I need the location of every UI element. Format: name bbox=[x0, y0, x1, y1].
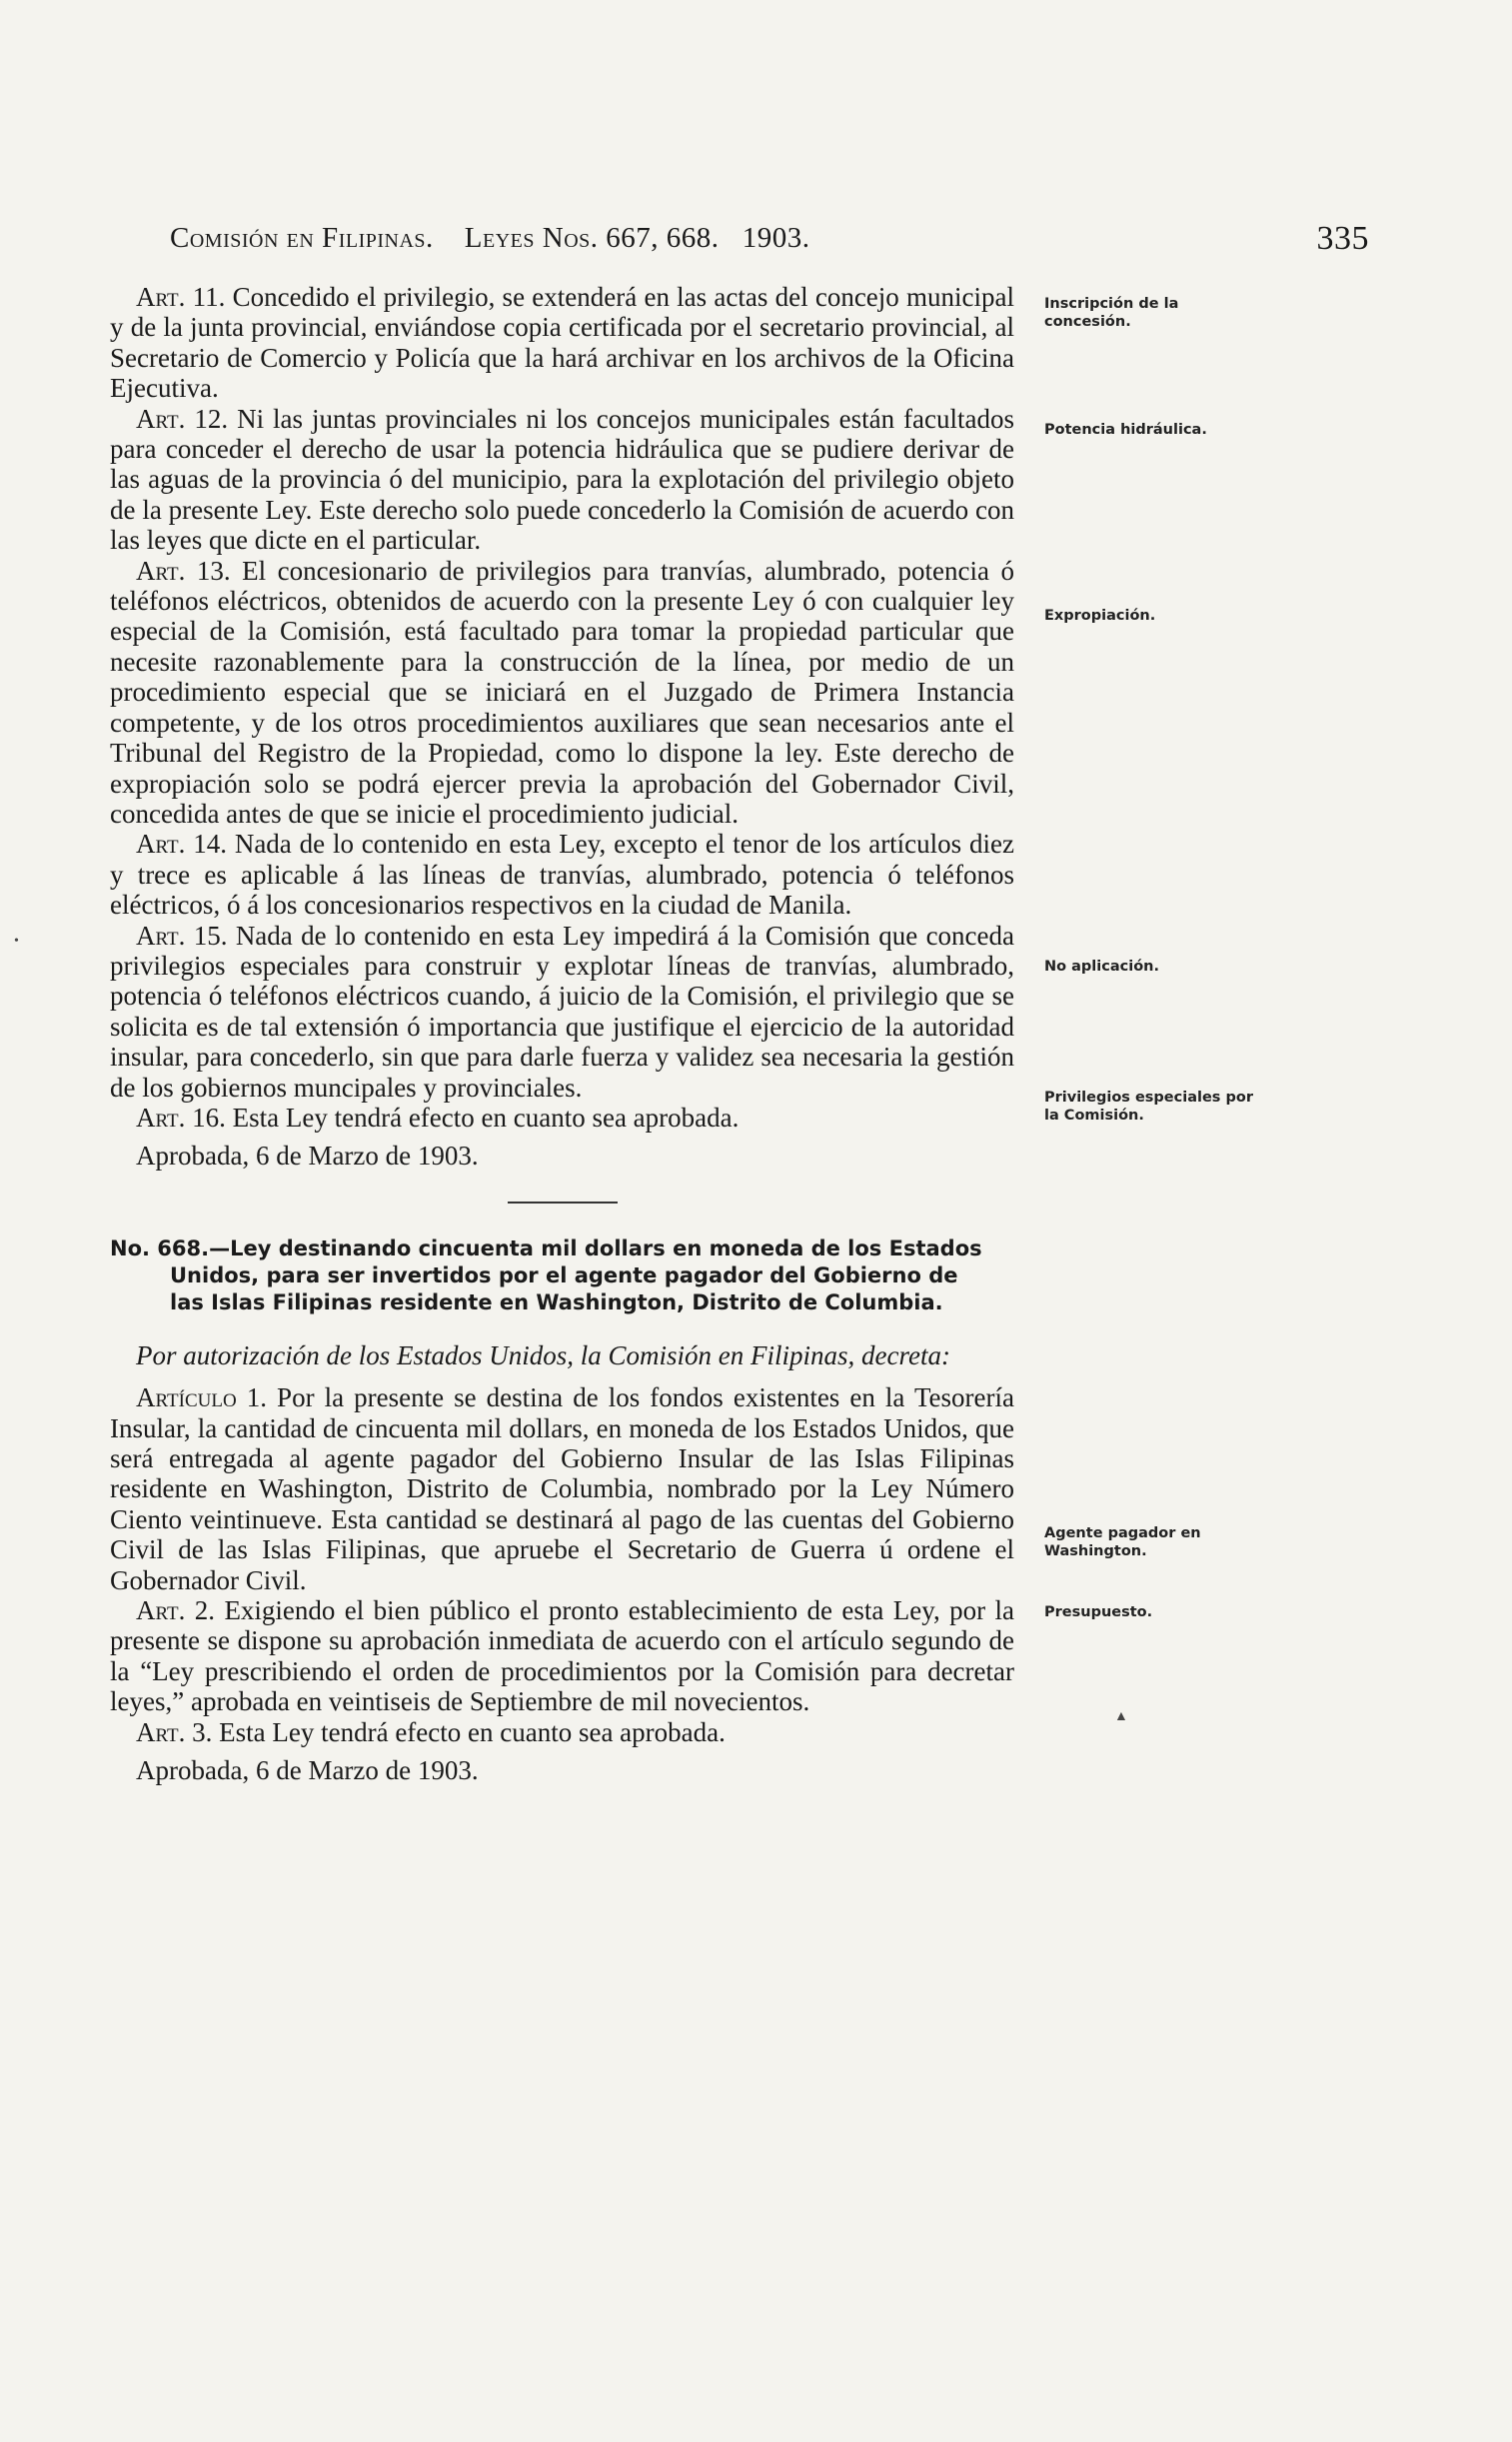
article-label: Art. 14. bbox=[136, 829, 227, 860]
article-14 bbox=[110, 829, 1014, 920]
act-title-line: las Islas Filipinas residente en Washington, Distrito de Columbia. bbox=[170, 1289, 943, 1314]
act-title-line: Unidos, para ser invertidos por el agente pagador del Gobierno de bbox=[170, 1262, 958, 1287]
article-label: Art. 15. bbox=[136, 920, 228, 951]
running-head-laws: Leyes Nos. 667, 668. bbox=[464, 222, 720, 254]
act-668-title bbox=[110, 1235, 1014, 1316]
article-text: Concedido el privilegio, se extenderá en las actas del concejo municipal y de la junta provincial, enviándose copia certificada por el secretario provincial, al Secretario de Comercio y Policía que la hará archivar en los archivos de la Oficina Ejecutiva. bbox=[110, 282, 1015, 404]
article-text: Nada de lo contenido en esta Ley impedirá á la Comisión que conceda privilegios especiales para construir y explotar líneas de tranvías, alumbrado, potencia ó teléfonos eléctricos cuando, á juicio de la Comisión, el privilegio que se solicita es de tal extensión ó importancia que justifique el ejercicio de la autoridad insular, para concederlo, sin que para darle fuerza y validez sea necesaria la gestión de los gobiernos muncipales y provinciales. bbox=[110, 920, 1015, 1103]
margin-note-privilegios: Privilegios especiales por la Comisión. bbox=[1044, 1090, 1253, 1124]
article-13 bbox=[110, 556, 1014, 830]
main-text bbox=[110, 282, 1014, 1785]
article-text: Esta Ley tendrá efecto en cuanto sea aprobada. bbox=[219, 1716, 726, 1747]
article-label: Art. 2. bbox=[136, 1595, 216, 1626]
running-header bbox=[170, 222, 1369, 255]
article-text: Exigiendo el bien público el pronto establecimiento de esta Ley, por la presente se dispone su aprobación inmediata de acuerdo con el artículo segundo de la “Ley prescribiendo el orden de procedimientos por la Comisión para decretar leyes,” aprobada en veintiseis de Septiembre de mil novecientos. bbox=[110, 1595, 1015, 1717]
margin-note-expropiacion: Expropiación. bbox=[1044, 608, 1156, 624]
margin-note-potencia: Potencia hidráulica. bbox=[1044, 422, 1207, 438]
running-head-year: 1903. bbox=[742, 222, 810, 254]
article-label: Art. 13. bbox=[136, 555, 231, 586]
article-text: Por la presente se destina de los fondos existentes en la Tesorería Insular, la cantidad de cincuenta mil dollars, en moneda de los Estados Unidos, que será entregada al agente pagador del Gobierno Insular de las Islas Filipinas residente en Washington, Distrito de Columbia, nombrado por la Ley Número Ciento veintinueve. Esta cantidad se destinará al pago de las cuentas del Gobierno Civil de las Islas Filipinas, que apruebe el Secretario de Guerra ú ordene el Gobernador Civil. bbox=[110, 1382, 1014, 1595]
article-text: El concesionario de privilegios para tranvías, alumbrado, potencia ó teléfonos eléctricos, obtenidos de acuerdo con la presente Ley ó con cualquier ley especial de la Comisión, está facultado para tomar la propiedad particular que necesite razonablemente para la construcción de la línea, por medio de un procedimiento especial que se iniciará en el Juzgado de Primera Instancia competente, y de los otros procedimientos auxiliares que sean necesarios ante el Tribunal del Registro de la Propiedad, como lo dispone la ley. Este derecho de expropiación solo se podrá ejercer previa la aprobación del Gobernador Civil, concedida antes de que se inicie el procedimiento judicial. bbox=[110, 555, 1015, 829]
triangle-mark-icon: ▲ bbox=[1114, 1709, 1128, 1724]
running-head-title: Comisión en Filipinas. bbox=[170, 222, 434, 254]
article-16 bbox=[110, 1103, 1014, 1133]
section-divider bbox=[508, 1202, 618, 1204]
dot-mark-icon: • bbox=[14, 934, 19, 949]
article-15 bbox=[110, 921, 1014, 1103]
approval-date-668: Aprobada, 6 de Marzo de 1903. bbox=[136, 1755, 479, 1786]
article-text: Ni las juntas provinciales ni los concejos municipales están facultados para conceder el derecho de usar la potencia hidráulica que se pudiere derivar de las aguas de la provincia ó del municipio, para la explotación del privilegio objeto de la presente Ley. Este derecho solo puede concederlo la Comisión de acuerdo con las leyes que dicte en el particular. bbox=[110, 403, 1015, 556]
article-11 bbox=[110, 282, 1014, 404]
margin-note-no-aplicacion: No aplicación. bbox=[1044, 959, 1159, 975]
enacting-clause: Por autorización de los Estados Unidos, la Comisión en Filipinas, decreta: bbox=[136, 1339, 950, 1370]
article-12 bbox=[110, 404, 1014, 556]
article-label: Art. 16. bbox=[136, 1102, 226, 1133]
page-number: 335 bbox=[1316, 220, 1369, 257]
margin-note-inscripcion: Inscripción de la concesión. bbox=[1044, 296, 1179, 330]
article-3 bbox=[110, 1717, 1014, 1747]
article-2 bbox=[110, 1595, 1014, 1717]
article-label: Art. 3. bbox=[136, 1716, 213, 1747]
article-text: Nada de lo contenido en esta Ley, excepto el tenor de los artículos diez y trece es aplicable á las líneas de tranvías, alumbrado, potencia ó teléfonos eléctricos, ó á los concesionarios respectivos en la ciudad de Manila. bbox=[110, 829, 1014, 921]
article-label: Art. 11. bbox=[136, 282, 226, 312]
article-label: Art. 12. bbox=[136, 403, 229, 434]
margin-note-agente: Agente pagador en Washington. bbox=[1044, 1525, 1201, 1559]
article-text: Esta Ley tendrá efecto en cuanto sea aprobada. bbox=[232, 1102, 740, 1133]
article-label: Artículo 1. bbox=[136, 1382, 267, 1413]
approval-date-667: Aprobada, 6 de Marzo de 1903. bbox=[136, 1141, 479, 1172]
act-title-line: No. 668.—Ley destinando cincuenta mil dollars en moneda de los Estados bbox=[110, 1235, 982, 1260]
article-1 bbox=[110, 1382, 1014, 1595]
margin-note-presupuesto: Presupuesto. bbox=[1044, 1604, 1153, 1620]
